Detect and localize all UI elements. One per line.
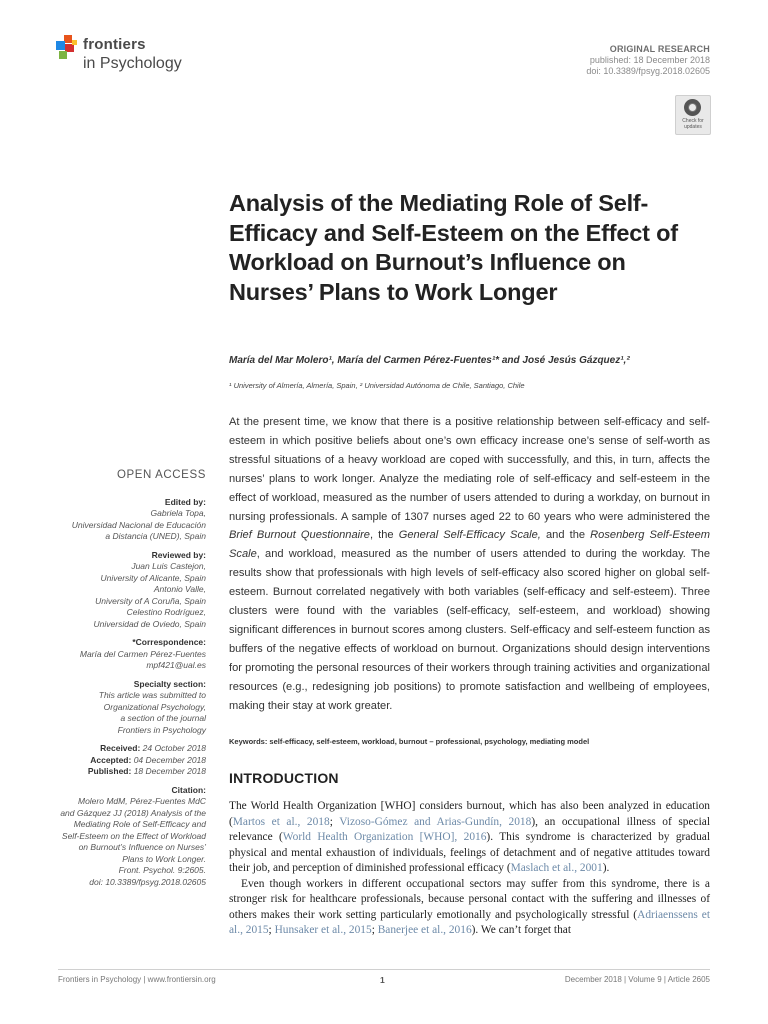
footer-journal-link[interactable]: Frontiers in Psychology | www.frontiersin.org: [58, 975, 216, 984]
reviewer-line: Juan Luis Castejon,: [131, 561, 206, 571]
citation-label: Citation:: [171, 784, 206, 795]
citation-link[interactable]: Maslach et al., 2001: [510, 862, 603, 874]
specialty-line: Organizational Psychology,: [103, 701, 206, 712]
footer-volume-info: December 2018 | Volume 9 | Article 2605: [564, 975, 710, 984]
citation-link[interactable]: World Health Organization [WHO], 2016: [282, 831, 487, 843]
check-for-updates-button[interactable]: [675, 95, 711, 135]
accepted-date: 04 December 2018: [133, 754, 206, 765]
citation-line: Self-Esteem on the Effect of Workload: [61, 830, 206, 841]
citation-link[interactable]: Hunsaker et al., 2015: [274, 924, 372, 936]
check-updates-label: Check for updates: [682, 118, 704, 130]
article-type: ORIGINAL RESEARCH: [609, 44, 710, 54]
specialty-line: Frontiers in Psychology: [117, 724, 206, 735]
citation-line: Plans to Work Longer.: [122, 853, 206, 864]
reviewer-line: Celestino Rodríguez,: [126, 607, 206, 617]
correspondence-email-link[interactable]: mpf421@ual.es: [146, 660, 206, 670]
citation: [58, 785, 206, 889]
received-label: Received:: [100, 743, 141, 753]
citation-line: on Burnout’s Influence on Nurses’: [78, 842, 206, 852]
reviewed-by: [58, 550, 206, 631]
accepted-label: Accepted:: [90, 754, 132, 765]
published-date: published: 18 December 2018: [589, 55, 710, 65]
citation-link[interactable]: Vizoso-Gómez and Arias-Gundín, 2018: [339, 815, 532, 828]
citation-line: Molero MdM, Pérez-Fuentes MdC: [77, 796, 206, 806]
editor-line: a Distancia (UNED), Spain: [105, 531, 206, 541]
doi-link[interactable]: doi: 10.3389/fpsyg.2018.02605: [586, 66, 710, 76]
reviewer-line: University of Alicante, Spain: [100, 572, 206, 583]
reviewer-line: Universidad de Oviedo, Spain: [93, 618, 206, 629]
paragraph: Even though workers in different occupational sectors may suffer from this syndrome, there is a stronger risk for healthcare professionals, because personal contact with the suffering and illnesses of others makes their work setting particularly emotionally and psychologically stressful (Adriaenssens et al., 2015; Hunsaker et al., 2015; Banerjee et al., 2016). We can’t forget that: [229, 877, 710, 936]
section-heading-introduction: INTRODUCTION: [229, 770, 339, 786]
citation-link[interactable]: Banerjee et al., 2016: [377, 924, 472, 936]
correspondence-label: *Correspondence:: [132, 637, 206, 647]
received-row: [58, 743, 206, 755]
article-sidebar: [58, 470, 206, 895]
reviewer-line: Antonio Valle,: [153, 584, 206, 594]
edited-by: [58, 497, 206, 543]
citation-line: Front. Psychol. 9:2605.: [118, 865, 206, 875]
citation-line: and Gázquez JJ (2018) Analysis of the: [60, 807, 206, 818]
logo-brand: frontiers: [83, 36, 146, 53]
accepted-row: [58, 755, 206, 767]
paragraph: The World Health Organization [WHO] considers burnout, which has also been analyzed in education (Martos et al., 2018; Vizoso-Gómez and Arias-Gundín, 2018), an occupational illness of special relevance (World Health Organization [WHO], 2016). This syndrome is characterized by gradual physical and mental exhaustion of individuals, feelings of detachment and of negative attitudes toward their job, and perception of diminished professional efficacy (Maslach et al., 2001).: [229, 800, 710, 874]
page-number: 1: [380, 975, 385, 985]
citation-link[interactable]: Adriaenssens et al., 2015: [229, 908, 710, 936]
correspondence: [58, 637, 206, 672]
published-row: [58, 766, 206, 778]
open-access-label: OPEN ACCESS: [116, 469, 206, 481]
edited-by-label: Edited by:: [164, 496, 206, 507]
footer-divider: [58, 969, 710, 970]
article-dates: [58, 743, 206, 778]
affiliations: ¹ University of Almería, Almería, Spain, ² Universidad Autónoma de Chile, Santiago, Chile: [229, 381, 525, 390]
published-label: Published:: [87, 766, 132, 776]
author-list: María del Mar Molero¹, María del Carmen Pérez-Fuentes¹* and José Jesús Gázquez¹,²: [229, 355, 630, 366]
reviewed-by-label: Reviewed by:: [151, 549, 206, 560]
article-title: Analysis of the Mediating Role of Self-Efficacy and Self-Esteem on the Effect of Workload on Burnout’s Influence on Nurses’ Plans to Work Longer: [229, 190, 678, 305]
editor-line: Universidad Nacional de Educación: [71, 519, 206, 530]
citation-link[interactable]: Martos et al., 2018: [232, 815, 330, 828]
logo-journal: in Psychology: [83, 55, 182, 72]
specialty-section: [58, 679, 206, 737]
introduction-body: [229, 799, 710, 939]
reviewer-line: University of A Coruña, Spain: [95, 595, 206, 606]
published-date-sidebar: 18 December 2018: [133, 766, 206, 776]
received-date: 24 October 2018: [142, 743, 206, 753]
citation-doi-link[interactable]: doi: 10.3389/fpsyg.2018.02605: [89, 876, 206, 887]
editor-line: Gabriela Topa,: [150, 508, 206, 518]
journal-logo[interactable]: [56, 33, 206, 83]
abstract: At the present time, we know that there is a positive relationship between self-efficacy and self-esteem in which positive beliefs about one’s own efficacy increase one’s sense of self-worth as stressful situations of a heavy workload are coped with successfully, and this, in turn, affects the nurses’ plans to work longer. Analyze the mediating role of self-efficacy and self-esteem in the effect of workload, measured as the number of users attended to during a workday, on burnout in nursing professionals. A sample of 1307 nurses aged 22 to 60 years who were administered the Brief Burnout Questionnaire, the General Self-Efficacy Scale, and the Rosenberg Self-Esteem Scale, and workload, measured as the number of users attended to during the workday. The results show that professionals with high levels of self-efficacy also scored higher on global self-esteem. Burnout correlated negatively with both variables (self-efficacy and self-esteem). Three clusters were found with the variables (self-efficacy, self-esteem, and workload) showing significant differences in burnout scores among clusters. Self-efficacy and self-esteem function as buffers of the negative effects of workload on burnout. Organizations should design interventions for promoting the personal resources of their workers through training activities and organizational resources (e.g., redesigning job positions) to promote satisfaction and wellbeing of employees, making their stay at work greater.: [229, 416, 710, 712]
keywords: Keywords: self-efficacy, self-esteem, workload, burnout – professional, psychology, mediating model: [229, 737, 590, 746]
specialty-line: This article was submitted to: [98, 690, 206, 700]
correspondence-name: María del Carmen Pérez-Fuentes: [79, 648, 206, 659]
specialty-label: Specialty section:: [133, 678, 206, 689]
specialty-line: a section of the journal: [120, 713, 206, 723]
check-updates-icon: [684, 99, 701, 116]
article-meta: [586, 44, 710, 77]
frontiers-logo-icon: [56, 35, 78, 59]
citation-line: Mediating Role of Self-Efficacy and: [73, 819, 206, 829]
